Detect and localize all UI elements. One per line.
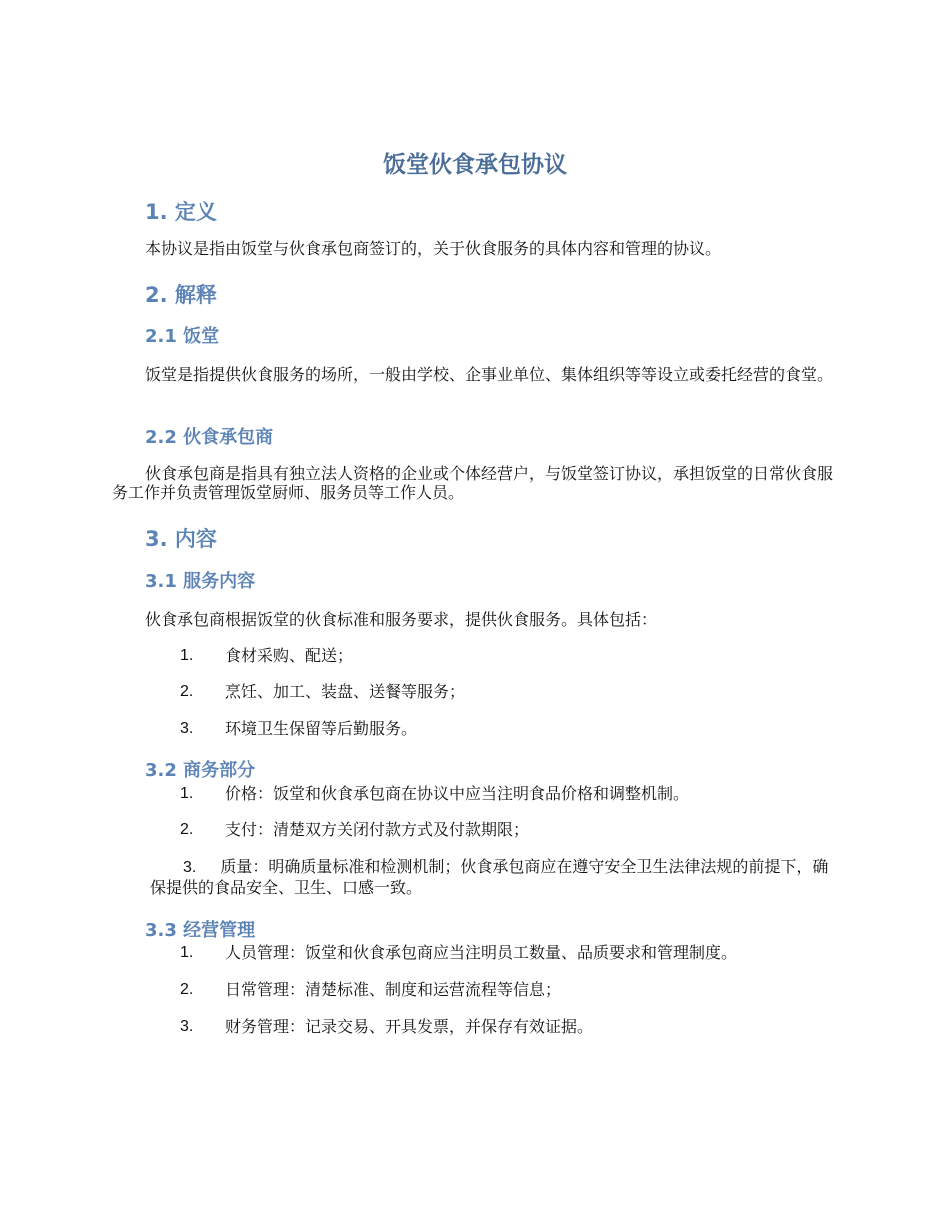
- section-heading-definition: 1. 定义: [145, 200, 217, 224]
- list-item-number: 1.: [180, 785, 194, 802]
- list-item-text: 价格：饭堂和伙食承包商在协议中应当注明食品价格和调整机制。: [225, 784, 690, 803]
- subsection-heading-business: 3.2 商务部分: [145, 760, 256, 781]
- list-item-text: 食材采购、配送；: [225, 646, 354, 665]
- list-item-text: 日常管理：清楚标准、制度和运营流程等信息；: [225, 980, 562, 999]
- list-item-number: 3.: [180, 1018, 194, 1035]
- document-title: 饭堂伙食承包协议: [383, 152, 567, 178]
- list-item-text: 烹饪、加工、装盘、送餐等服务；: [225, 682, 466, 701]
- subsection-body-canteen: 饭堂是指提供伙食服务的场所，一般由学校、企事业单位、集体组织等等设立或委托经营的食堂。: [145, 365, 834, 384]
- list-item-number: 1.: [180, 647, 194, 664]
- list-item-text: 财务管理：记录交易、开具发票，并保存有效证据。: [225, 1017, 594, 1036]
- list-item-number: 2.: [180, 683, 194, 700]
- subsection-body-contractor: 伙食承包商是指具有独立法人资格的企业或个体经营户，与饭堂签订协议，承担饭堂的日常伙食服务工作并负责管理饭堂厨师、服务员等工作人员。: [112, 464, 834, 502]
- list-item-text: 人员管理：饭堂和伙食承包商应当注明员工数量、品质要求和管理制度。: [225, 943, 738, 962]
- list-item: [150, 857, 840, 898]
- list-item-number: 2.: [180, 821, 194, 838]
- section-heading-content: 3. 内容: [145, 527, 217, 551]
- subsection-intro-services: 伙食承包商根据饭堂的伙食标准和服务要求，提供伙食服务。具体包括：: [145, 610, 658, 629]
- list-item-number: 3.: [180, 720, 194, 737]
- list-item-paragraph: [150, 857, 840, 898]
- subsection-heading-services: 3.1 服务内容: [145, 571, 256, 592]
- list-item-text: 环境卫生保留等后勤服务。: [225, 719, 418, 738]
- subsection-heading-operations: 3.3 经营管理: [145, 920, 256, 941]
- list-item-number: 1.: [180, 944, 194, 961]
- subsection-heading-contractor: 2.2 伙食承包商: [145, 427, 274, 448]
- subsection-heading-canteen: 2.1 饭堂: [145, 326, 220, 347]
- list-item-number: 3.: [183, 859, 197, 876]
- section-heading-explanation: 2. 解释: [145, 283, 217, 307]
- list-item-number: 2.: [180, 981, 194, 998]
- list-item-text: 支付：清楚双方关闭付款方式及付款期限；: [225, 820, 530, 839]
- list-item-text: 质量：明确质量标准和检测机制；伙食承包商应在遵守安全卫生法律法规的前提下，确保提供的食品安全、卫生、口感一致。: [150, 857, 829, 897]
- section-body-definition: 本协议是指由饭堂与伙食承包商签订的，关于伙食服务的具体内容和管理的协议。: [145, 239, 722, 258]
